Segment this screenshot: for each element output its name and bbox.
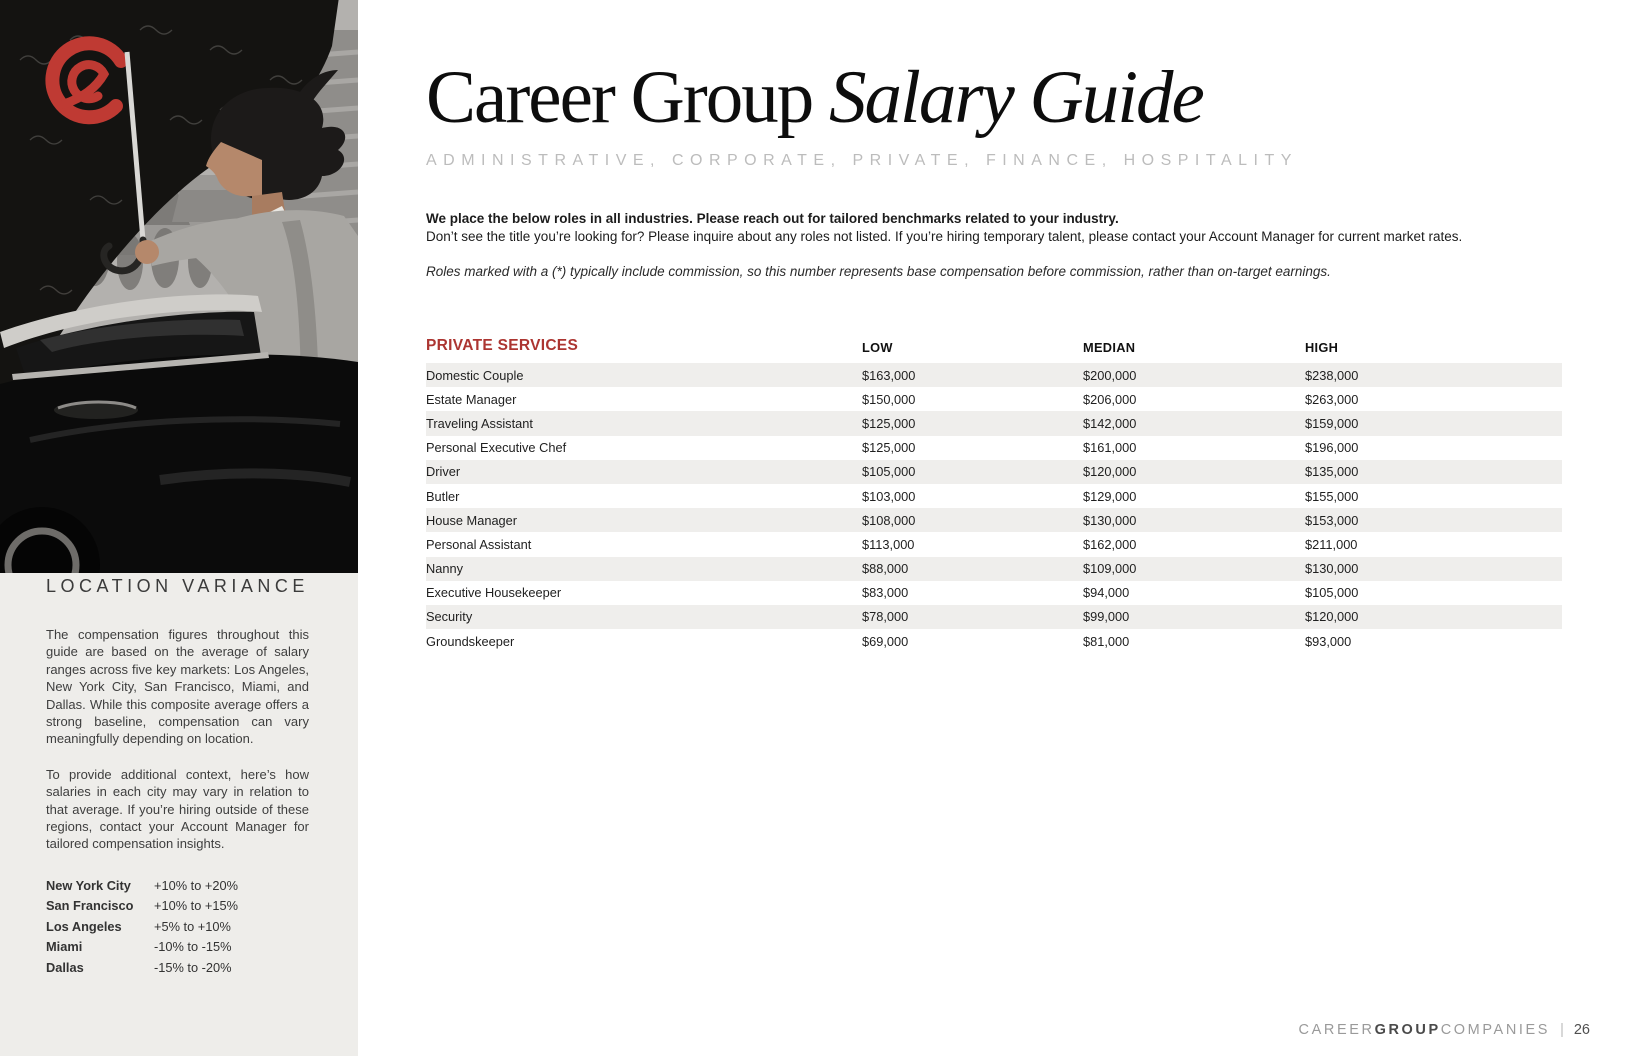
- location-variance-heading: LOCATION VARIANCE: [46, 576, 309, 596]
- city-name: San Francisco: [46, 898, 134, 914]
- low-cell: $103,000: [862, 488, 916, 504]
- role-cell: Executive Housekeeper: [426, 585, 562, 601]
- median-cell: $94,000: [1083, 585, 1130, 601]
- median-cell: $206,000: [1083, 391, 1137, 407]
- city-variance-row: [46, 896, 309, 917]
- role-cell: Domestic Couple: [426, 367, 524, 383]
- high-cell: $238,000: [1305, 367, 1359, 383]
- sidebar: [0, 0, 358, 1056]
- location-paragraph-2: To provide additional context, here’s how salaries in each city may vary in relation to that average. If you’re hiring outside of these regions, contact your Account Manager for tailored compensation insights.: [46, 766, 309, 852]
- column-header-high: HIGH: [1305, 340, 1339, 355]
- high-cell: $105,000: [1305, 585, 1359, 601]
- table-row: [426, 436, 1562, 460]
- city-variance-row: [46, 876, 309, 897]
- table-row: [426, 484, 1562, 508]
- low-cell: $83,000: [862, 585, 909, 601]
- column-header-low: LOW: [862, 340, 893, 355]
- city-name: New York City: [46, 877, 131, 893]
- high-cell: $153,000: [1305, 512, 1359, 528]
- salary-table-rows: [426, 363, 1562, 653]
- table-row: [426, 411, 1562, 435]
- low-cell: $88,000: [862, 561, 909, 577]
- role-cell: Butler: [426, 488, 460, 504]
- table-row: [426, 532, 1562, 556]
- city-variance-row: [46, 937, 309, 958]
- page-number: 26: [1573, 1022, 1590, 1038]
- city-name: Los Angeles: [46, 918, 122, 934]
- median-cell: $162,000: [1083, 536, 1137, 552]
- city-variance-list: [46, 876, 309, 979]
- page-title-regular: Career Group: [426, 56, 829, 139]
- city-range: +10% to +15%: [154, 898, 238, 914]
- role-cell: Driver: [426, 464, 461, 480]
- column-header-median: MEDIAN: [1083, 340, 1136, 355]
- high-cell: $159,000: [1305, 415, 1359, 431]
- high-cell: $196,000: [1305, 440, 1359, 456]
- city-range: -10% to -15%: [154, 939, 232, 955]
- main-content: [426, 0, 1566, 653]
- table-row: [426, 581, 1562, 605]
- table-row: [426, 629, 1562, 653]
- intro-bold-line: We place the below roles in all industries. Please reach out for tailored benchmarks related to your industry.: [426, 211, 1119, 226]
- table-row: [426, 557, 1562, 581]
- section-title: PRIVATE SERVICES: [426, 337, 579, 354]
- page-title: [426, 58, 1566, 138]
- median-cell: $109,000: [1083, 561, 1137, 577]
- city-name: Dallas: [46, 959, 84, 975]
- low-cell: $105,000: [862, 464, 916, 480]
- role-cell: Personal Assistant: [426, 536, 532, 552]
- low-cell: $163,000: [862, 367, 916, 383]
- intro-regular-line: Don’t see the title you’re looking for? Please inquire about any roles not listed. If you’re hiring temporary talent, please contact your Account Manager for current market rates.: [426, 229, 1463, 244]
- median-cell: $120,000: [1083, 464, 1137, 480]
- city-range: +10% to +20%: [154, 877, 238, 893]
- median-cell: $81,000: [1083, 633, 1130, 649]
- city-range: +5% to +10%: [154, 918, 231, 934]
- role-cell: Traveling Assistant: [426, 415, 533, 431]
- location-variance-section: [46, 576, 309, 978]
- role-cell: Personal Executive Chef: [426, 440, 567, 456]
- high-cell: $120,000: [1305, 609, 1359, 625]
- low-cell: $69,000: [862, 633, 909, 649]
- city-name: Miami: [46, 939, 83, 955]
- table-row: [426, 605, 1562, 629]
- median-cell: $99,000: [1083, 609, 1130, 625]
- city-range: -15% to -20%: [154, 959, 232, 975]
- median-cell: $129,000: [1083, 488, 1137, 504]
- city-variance-row: [46, 917, 309, 938]
- table-row: [426, 363, 1562, 387]
- role-cell: Security: [426, 609, 473, 625]
- footer-brand-career: CAREER: [1298, 1022, 1375, 1038]
- footer-brand-group: GROUP: [1374, 1022, 1441, 1038]
- low-cell: $125,000: [862, 415, 916, 431]
- median-cell: $130,000: [1083, 512, 1137, 528]
- footer-brand-companies: COMPANIES: [1440, 1022, 1551, 1038]
- high-cell: $135,000: [1305, 464, 1359, 480]
- table-row: [426, 460, 1562, 484]
- page-footer: [1299, 1022, 1590, 1038]
- high-cell: $263,000: [1305, 391, 1359, 407]
- table-row: [426, 508, 1562, 532]
- role-cell: Groundskeeper: [426, 633, 515, 649]
- hero-photo: [0, 0, 358, 573]
- low-cell: $150,000: [862, 391, 916, 407]
- low-cell: $125,000: [862, 440, 916, 456]
- city-variance-row: [46, 958, 309, 979]
- low-cell: $78,000: [862, 609, 909, 625]
- median-cell: $161,000: [1083, 440, 1137, 456]
- role-cell: Nanny: [426, 561, 463, 577]
- high-cell: $155,000: [1305, 488, 1359, 504]
- median-cell: $200,000: [1083, 367, 1137, 383]
- low-cell: $113,000: [862, 536, 915, 552]
- umbrella-car-illustration: [0, 0, 358, 573]
- high-cell: $93,000: [1305, 633, 1352, 649]
- role-cell: House Manager: [426, 512, 518, 528]
- intro-italic-note: Roles marked with a (*) typically include commission, so this number represents base compensation before commission, rather than on-target earnings.: [426, 264, 1331, 279]
- high-cell: $211,000: [1305, 536, 1358, 552]
- table-row: [426, 387, 1562, 411]
- role-cell: Estate Manager: [426, 391, 517, 407]
- salary-table-header: [426, 329, 1562, 355]
- salary-table: [426, 329, 1562, 653]
- location-paragraph-1: The compensation figures throughout this guide are based on the average of salary ranges across five key markets: Los Angeles, New York City, San Francisco, Miami, and Dallas. While this composite average offers a strong baseline, compensation can vary meaningfully depending on location.: [46, 627, 309, 747]
- high-cell: $130,000: [1305, 561, 1359, 577]
- page-title-italic: Salary Guide: [828, 56, 1203, 139]
- median-cell: $142,000: [1083, 415, 1137, 431]
- footer-separator: |: [1560, 1022, 1564, 1038]
- page-subtitle: ADMINISTRATIVE, CORPORATE, PRIVATE, FINANCE, HOSPITALITY: [426, 152, 1298, 169]
- low-cell: $108,000: [862, 512, 916, 528]
- intro-block: [426, 210, 1566, 281]
